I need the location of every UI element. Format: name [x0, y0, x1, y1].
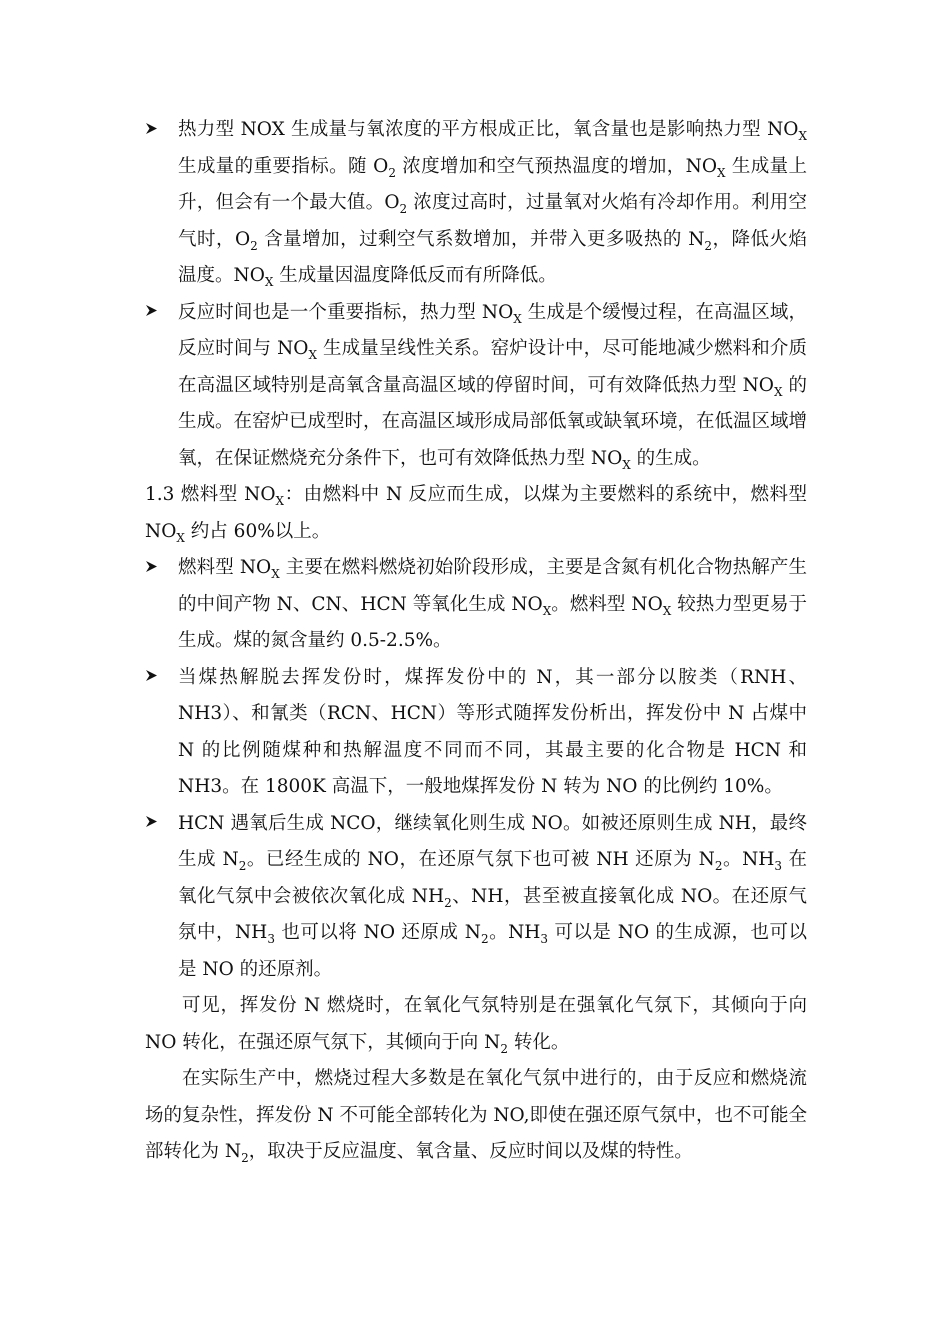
- text-run: 。已经生成的 NO，在还原气氛下也可被 NH 还原为 N: [246, 849, 715, 870]
- subscript: 2: [704, 238, 713, 253]
- text-run: 浓度增加和空气预热温度的增加，NO: [396, 155, 717, 177]
- bullet-paragraph: [145, 660, 807, 806]
- text-run: 的生成。在窑炉已成型时，在高温区域形成局部低氧或缺氧环境，在低温区域增氧，在保证燃烧充分条件下，也可有效降低热力型 NO: [178, 374, 808, 469]
- text-run: 转化。: [507, 1031, 570, 1053]
- text-run: 。NH: [722, 849, 775, 870]
- text-run: 也可以将 NO 还原成 N: [274, 922, 481, 943]
- subscript: 2: [714, 859, 723, 873]
- subscript: X: [542, 603, 552, 618]
- subscript: X: [275, 494, 285, 508]
- subscript: 3: [540, 932, 549, 946]
- text-run: 。NH: [488, 922, 541, 943]
- text-run: 生成是个缓慢过程，在高温区域，反应时间与 NO: [178, 301, 807, 359]
- subscript: X: [513, 311, 522, 326]
- subscript: 2: [238, 859, 247, 873]
- arrow-bullet-icon: [145, 660, 169, 697]
- arrow-bullet-icon: [145, 806, 169, 843]
- bullet-paragraph: [145, 295, 807, 478]
- paragraph-text: [178, 667, 807, 798]
- text-run: 生成量呈线性关系。窑炉设计中，尽可能地减少燃料和介质在高温区域特别是高氧含量高温区域的停留时间，可有效降低热力型 NO: [178, 338, 807, 396]
- text-run: 较热力型更易于生成。煤的氮含量约 0.5-2.5%。: [178, 593, 807, 651]
- text-run: 。燃料型 NO: [551, 593, 663, 615]
- subscript: 2: [241, 1151, 249, 1165]
- subscript: X: [308, 348, 317, 362]
- subscript: X: [271, 567, 280, 581]
- subscript: X: [662, 603, 672, 618]
- text-run: 主要在燃料燃烧初始阶段形成，主要是含氮有机化合物热解产生的中间产物 N、CN、HCN 等氧化生成 NO: [178, 557, 807, 615]
- text-run: 反应时间也是一个重要指标，热力型 NO: [178, 301, 514, 323]
- text-run: 燃料型 NO: [178, 557, 272, 578]
- text-run: 当煤热解脱去挥发份时，煤挥发份中的 N，其一部分以胺类（RNH、NH3）、和氰类（RCN、HCN）等形式随挥发份析出，挥发份中 N 占煤中 N 的比例随煤种和热解温度不同而不同，其最主要的化合物是 HCN 和 NH3。在 1800K 高温下，一般地煤挥发份 N 转为 NO 的比例约 10%。: [178, 666, 807, 797]
- text-run: 生成量上升，但会有一个最大值。O: [178, 155, 807, 213]
- subscript: 3: [774, 859, 783, 873]
- text-run: 、NH，甚至被直接氧化成 NO。在还原气氛中，NH: [178, 885, 808, 943]
- text-run: ：由燃料中 N 反应而生成，以煤为主要燃料的系统中，燃料型 NO: [145, 484, 807, 542]
- document-body: [145, 112, 807, 1171]
- subscript: X: [176, 530, 185, 545]
- subscript: X: [798, 129, 807, 143]
- section-paragraph: [145, 477, 807, 550]
- text-run: ，降低火焰温度。NO: [178, 228, 807, 286]
- text-run: 生成量因温度降低反而有所降低。: [273, 265, 557, 286]
- subscript: X: [264, 275, 274, 289]
- bullet-paragraph: [145, 550, 807, 660]
- text-run: 含量增加，过剩空气系数增加，并带入更多吸热的 N: [257, 228, 705, 250]
- paragraph-text: [178, 557, 807, 651]
- subscript: X: [717, 165, 726, 180]
- arrow-bullet-icon: [145, 550, 169, 587]
- paragraph-text: [145, 995, 807, 1056]
- body-paragraph: [145, 1061, 807, 1171]
- paragraph-text: [178, 813, 807, 980]
- text-run: HCN 遇氧后生成 NCO，继续氧化则生成 NO。如被还原则生成 NH，最终生成 N: [178, 812, 807, 870]
- subscript: 2: [480, 932, 489, 946]
- paragraph-text: [178, 301, 808, 472]
- paragraph-text: [145, 1068, 807, 1165]
- paragraph-text: [145, 484, 807, 545]
- text-run: 在氧化气氛中会被依次氧化成 NH: [178, 849, 807, 907]
- subscript: X: [773, 384, 783, 399]
- subscript: X: [622, 457, 631, 472]
- text-run: 浓度过高时，过量氧对火焰有冷却作用。利用空气时，O: [178, 192, 807, 250]
- subscript: 2: [250, 238, 258, 253]
- subscript: 3: [267, 932, 275, 946]
- text-run: ，取决于反应温度、氧含量、反应时间以及煤的特性。: [248, 1141, 693, 1162]
- bullet-paragraph: [145, 806, 807, 989]
- text-run: 可以是 NO 的生成源，也可以是 NO 的还原剂。: [178, 922, 807, 980]
- body-paragraph: [145, 988, 807, 1061]
- arrow-bullet-icon: [145, 112, 169, 149]
- text-run: 1.3 燃料型 NO: [145, 484, 276, 505]
- subscript: 2: [399, 202, 408, 216]
- subscript: 2: [444, 895, 452, 910]
- text-run: 的生成。: [630, 447, 711, 469]
- text-run: 热力型 NOX 生成量与氧浓度的平方根成正比，氧含量也是影响热力型 NO: [178, 119, 799, 140]
- text-run: 生成量的重要指标。随 O: [178, 155, 389, 177]
- text-run: 可见，挥发份 N 燃烧时，在氧化气氛特别是在强氧化气氛下，其倾向于向 NO 转化，在强还原气氛下，其倾向于向 N: [145, 995, 807, 1053]
- paragraph-text: [178, 119, 807, 289]
- subscript: 2: [388, 165, 396, 180]
- subscript: 2: [500, 1041, 508, 1056]
- text-run: 约占 60%以上。: [184, 520, 331, 542]
- bullet-paragraph: [145, 112, 807, 295]
- text-run: 在实际生产中，燃烧过程大多数是在氧化气氛中进行的，由于反应和燃烧流场的复杂性，挥发份 N 不可能全部转化为 NO,即使在强还原气氛中，也不可能全部转化为 N: [145, 1068, 807, 1162]
- arrow-bullet-icon: [145, 295, 169, 332]
